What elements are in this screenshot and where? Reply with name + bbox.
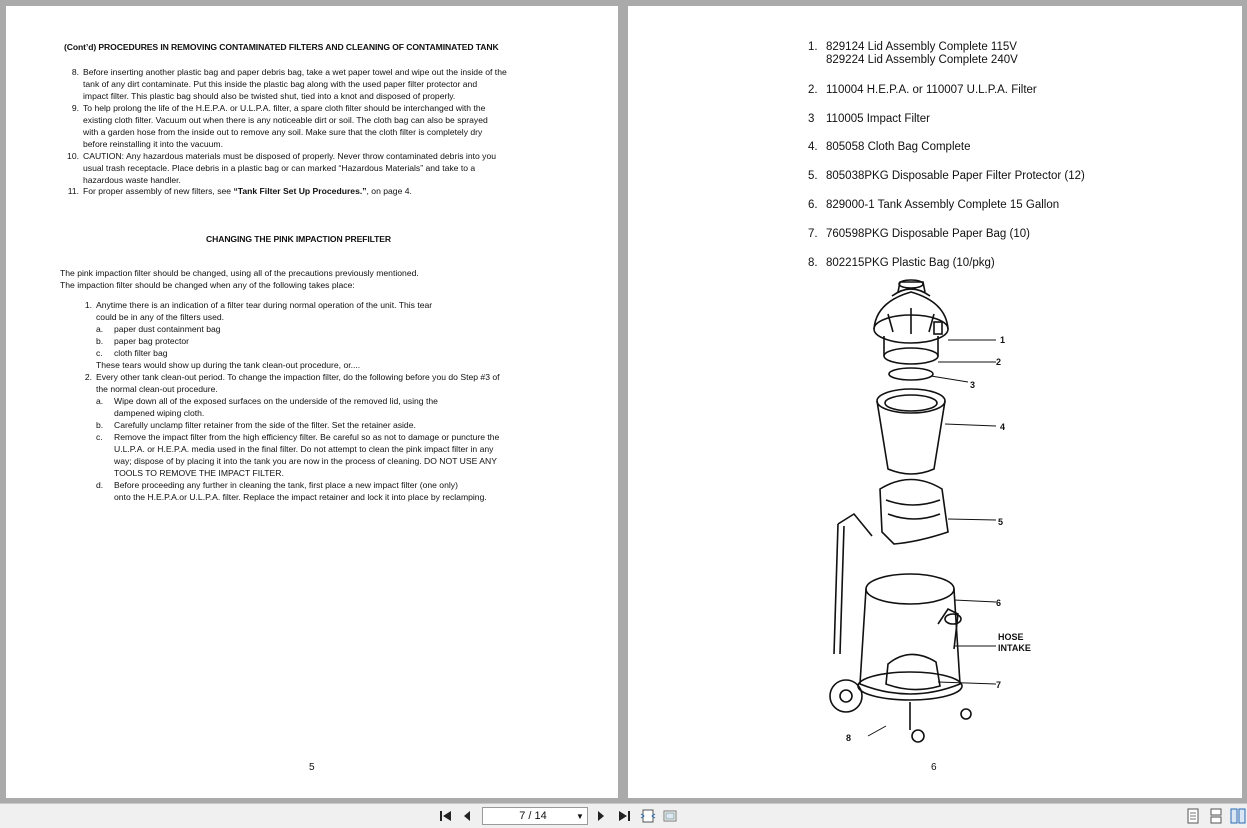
step-number: 2. bbox=[84, 372, 92, 382]
part-text: 760598PKG Disposable Paper Bag (10) bbox=[826, 228, 1030, 240]
part-item bbox=[808, 227, 1030, 241]
list-item-line: tank of any dirt contaminate. Put this inside the plastic bag along with the used paper filter protector and bbox=[83, 79, 478, 89]
next-page-icon[interactable] bbox=[594, 808, 608, 824]
list-item-line: To help prolong the life of the H.E.P.A. or U.L.P.A. filter, a spare cloth filter should be interchanged with the bbox=[83, 103, 486, 113]
step-2-sub-b bbox=[96, 419, 416, 431]
first-page-icon[interactable] bbox=[438, 808, 454, 824]
part-item bbox=[808, 112, 930, 126]
part-text: 805038PKG Disposable Paper Filter Protector (12) bbox=[826, 170, 1085, 182]
sub-letter: d. bbox=[96, 480, 104, 490]
part-item bbox=[808, 83, 1037, 97]
sub-letter: b. bbox=[96, 336, 104, 346]
sub-line: Remove the impact filter from the high efficiency filter. Be careful so as not to damage or puncture the bbox=[114, 432, 500, 442]
section-heading: (Cont’d) PROCEDURES IN REMOVING CONTAMINATED FILTERS AND CLEANING OF CONTAMINATED TANK bbox=[64, 42, 499, 52]
sub-letter: b. bbox=[96, 420, 104, 430]
step-1-sub-b bbox=[96, 335, 190, 347]
single-page-icon[interactable] bbox=[1186, 808, 1200, 824]
step-1 bbox=[84, 299, 433, 323]
left-page bbox=[6, 6, 618, 798]
part-item bbox=[808, 169, 1085, 183]
sub-line: dampened wiping cloth. bbox=[114, 408, 205, 418]
part-text: 110005 Impact Filter bbox=[826, 113, 930, 125]
step-2-sub-d bbox=[96, 479, 487, 503]
list-number: 8. bbox=[71, 67, 79, 77]
sub-line: Wipe down all of the exposed surfaces on the underside of the removed lid, using the bbox=[114, 396, 438, 406]
step-2-line-1: Every other tank clean-out period. To change the impaction filter, do the following before you do Step #3 of bbox=[96, 372, 500, 382]
part-item bbox=[808, 140, 971, 154]
page-number: 6 bbox=[931, 762, 937, 773]
fit-width-icon[interactable] bbox=[662, 808, 678, 824]
intro-line-2: The impaction filter should be changed when any of the following takes place: bbox=[60, 280, 355, 290]
step-1-line-1: Anytime there is an indication of a filter tear during normal operation of the unit. This tear bbox=[96, 300, 433, 310]
right-page bbox=[628, 6, 1242, 798]
list-item-line: existing cloth filter. Vacuum out when there is any noticeable dirt or soil. The cloth bag can also be sprayed bbox=[83, 115, 488, 125]
part-item bbox=[808, 40, 1017, 54]
fit-page-icon[interactable] bbox=[640, 808, 656, 824]
sub-text: paper dust containment bag bbox=[114, 324, 221, 334]
list-number: 11. bbox=[67, 186, 79, 196]
part-number: 8. bbox=[808, 257, 818, 269]
list-item bbox=[71, 66, 507, 102]
part-number: 3 bbox=[808, 113, 815, 125]
list-item-line: hazardous waste handler. bbox=[83, 175, 181, 185]
step-2-sub-a bbox=[96, 395, 438, 419]
viewer-toolbar bbox=[0, 803, 1247, 828]
step-1-after: These tears would show up during the tank clean-out procedure, or.... bbox=[96, 360, 361, 370]
sub-line: Before proceeding any further in cleaning the tank, first place a new impact filter (one only) bbox=[114, 480, 458, 490]
step-1-sub-c bbox=[96, 347, 168, 359]
sub-text: paper bag protector bbox=[114, 336, 190, 346]
part-number: 6. bbox=[808, 199, 818, 211]
sub-line: U.L.P.A. or H.E.P.A. media used in the final filter. Do not attempt to clean the pink impact filter in any bbox=[114, 444, 494, 454]
step-number: 1. bbox=[84, 300, 92, 310]
item11-bold-ref: “Tank Filter Set Up Procedures.” bbox=[233, 186, 367, 196]
part-text: 805058 Cloth Bag Complete bbox=[826, 141, 971, 153]
diagram-label-3: 3 bbox=[970, 380, 976, 390]
two-page-icon[interactable] bbox=[1230, 808, 1246, 824]
list-number: 9. bbox=[71, 103, 79, 113]
part-number: 2. bbox=[808, 84, 818, 96]
sub-letter: c. bbox=[96, 432, 103, 442]
section-heading-2: CHANGING THE PINK IMPACTION PREFILTER bbox=[206, 234, 392, 244]
continuous-page-icon[interactable] bbox=[1209, 808, 1223, 824]
diagram-label-6: 6 bbox=[996, 598, 1002, 608]
diagram-label-1: 1 bbox=[1000, 335, 1006, 345]
list-item-line: usual trash receptacle. Place debris in a plastic bag or can marked “Hazardous Materials” and take to a bbox=[83, 163, 476, 173]
diagram-label-intake: INTAKE bbox=[998, 643, 1031, 653]
prev-page-icon[interactable] bbox=[460, 808, 474, 824]
page-number: 5 bbox=[309, 762, 315, 773]
list-item-line: with a garden hose from the inside out to remove any soil. Make sure that the cloth filter is completely dry bbox=[83, 127, 483, 137]
part-text: 110004 H.E.P.A. or 110007 U.L.P.A. Filter bbox=[826, 84, 1037, 96]
diagram-label-8: 8 bbox=[846, 733, 852, 743]
part-text: 829000-1 Tank Assembly Complete 15 Gallon bbox=[826, 199, 1060, 211]
diagram-label-5: 5 bbox=[998, 517, 1004, 527]
page-select-value: 7 / 14 bbox=[519, 810, 547, 822]
list-item-line: impact filter. This plastic bag should also be twisted shut, tied into a knot and disposed of properly. bbox=[83, 91, 456, 101]
part-item bbox=[808, 198, 1059, 212]
sub-line: Carefully unclamp filter retainer from the side of the filter. Set the retainer aside. bbox=[114, 420, 416, 430]
sub-letter: a. bbox=[96, 396, 104, 406]
diagram-label-hose: HOSE bbox=[998, 632, 1024, 642]
part-text: 802215PKG Plastic Bag (10/pkg) bbox=[826, 257, 995, 269]
part-number: 4. bbox=[808, 141, 818, 153]
sub-letter: a. bbox=[96, 324, 104, 334]
diagram-label-7: 7 bbox=[996, 680, 1002, 690]
step-1-line-2: could be in any of the filters used. bbox=[96, 312, 225, 322]
list-item bbox=[67, 150, 497, 186]
diagram-label-2: 2 bbox=[996, 357, 1002, 367]
vacuum-exploded-diagram bbox=[808, 274, 1068, 754]
step-1-sub-a bbox=[96, 323, 221, 335]
list-item-line: CAUTION: Any hazardous materials must be disposed of properly. Never throw contaminated debris into you bbox=[83, 151, 497, 161]
list-item-line: Before inserting another plastic bag and paper debris bag, take a wet paper towel and wipe out the inside of the bbox=[83, 67, 507, 77]
step-2 bbox=[84, 371, 500, 395]
sub-letter: c. bbox=[96, 348, 103, 358]
list-item bbox=[71, 102, 488, 150]
sub-line: onto the H.E.P.A.or U.L.P.A. filter. Replace the impact retainer and lock it into place by reclamping. bbox=[114, 492, 487, 502]
step-2-sub-c bbox=[96, 431, 500, 479]
sub-line: TOOLS TO REMOVE THE IMPACT FILTER. bbox=[114, 468, 284, 478]
part-text: 829124 Lid Assembly Complete 115V bbox=[826, 41, 1017, 53]
sub-text: cloth filter bag bbox=[114, 348, 168, 358]
step-2-line-2: the normal clean-out procedure. bbox=[96, 384, 218, 394]
diagram-label-4: 4 bbox=[1000, 422, 1006, 432]
sub-line: way; dispose of by placing it into the tank you are now in the process of cleaning. DO NOT USE ANY bbox=[114, 456, 497, 466]
part-text-cont: 829224 Lid Assembly Complete 240V bbox=[826, 54, 1018, 66]
part-number: 1. bbox=[808, 41, 818, 53]
list-item-line: before reinstalling it into the vacuum. bbox=[83, 139, 223, 149]
intro-line-1: The pink impaction filter should be changed, using all of the precautions previously mentioned. bbox=[60, 268, 419, 278]
part-number: 5. bbox=[808, 170, 818, 182]
item11-text-end: , on page 4. bbox=[366, 186, 412, 196]
part-number: 7. bbox=[808, 228, 818, 240]
list-item-11 bbox=[67, 185, 412, 197]
page-number-select[interactable] bbox=[482, 807, 588, 825]
part-item bbox=[808, 256, 995, 270]
item11-text: For proper assembly of new filters, see bbox=[83, 186, 234, 196]
chevron-down-icon: ▼ bbox=[576, 811, 584, 821]
last-page-icon[interactable] bbox=[616, 808, 632, 824]
list-number: 10. bbox=[67, 151, 79, 161]
